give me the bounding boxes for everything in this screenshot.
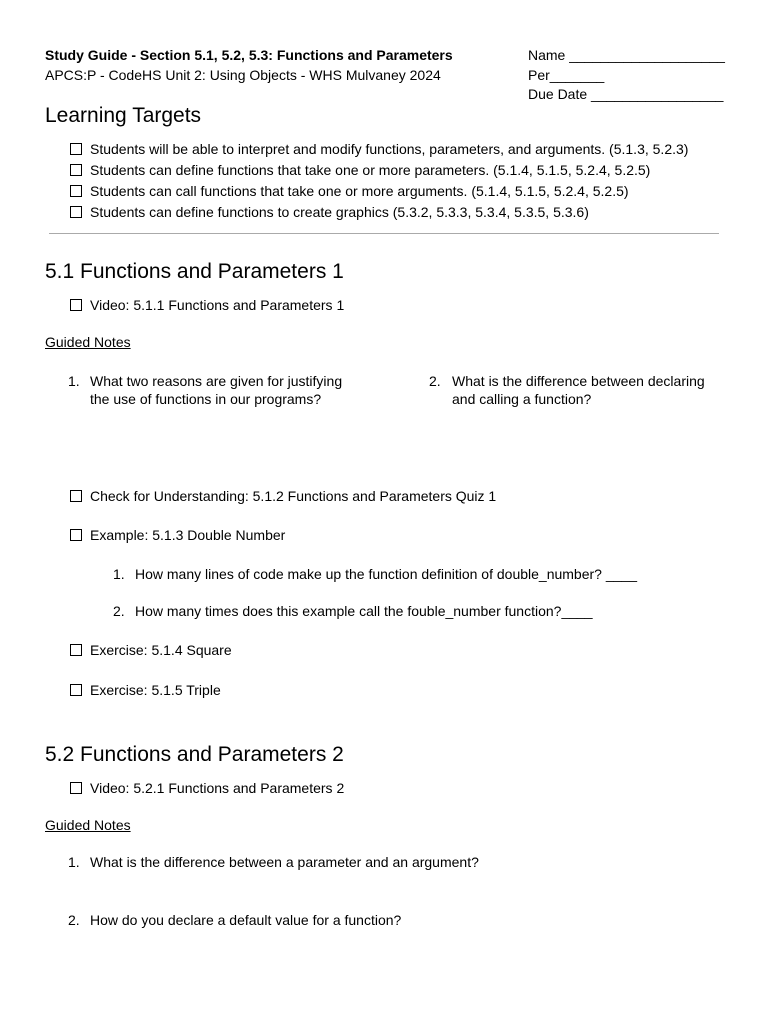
checkbox-icon[interactable] <box>70 644 82 656</box>
learning-target-text: Students can call functions that take one or more arguments. (5.1.4, 5.1.5, 5.2.4, 5.2.5) <box>90 183 629 199</box>
exercise-item-text: Exercise: 5.1.4 Square <box>90 642 232 658</box>
video-item-text: Video: 5.2.1 Functions and Parameters 2 <box>90 780 345 796</box>
section-5-2-heading: 5.2 Functions and Parameters 2 <box>45 743 344 766</box>
question-number: 2. <box>113 603 125 619</box>
question-number: 2. <box>429 373 441 389</box>
guided-notes-label: Guided Notes <box>45 334 131 350</box>
question-text: How many times does this example call the fouble_number function?____ <box>135 603 593 619</box>
learning-target-item <box>70 182 629 200</box>
due-date-field: Due Date _________________ <box>528 86 724 102</box>
question-text: What is the difference between declaring and calling a function? <box>452 373 705 407</box>
learning-target-item <box>70 140 688 158</box>
example-item-text: Example: 5.1.3 Double Number <box>90 527 286 543</box>
check-item-text: Check for Understanding: 5.1.2 Functions and Parameters Quiz 1 <box>90 488 497 504</box>
learning-target-text: Students will be able to interpret and modify functions, parameters, and arguments. (5.1.3, 5.2.3) <box>90 141 689 157</box>
checkbox-icon[interactable] <box>70 185 82 197</box>
question-number: 2. <box>68 912 80 928</box>
checkbox-icon[interactable] <box>70 782 82 794</box>
question-number: 1. <box>68 373 80 389</box>
exercise-item <box>70 641 232 659</box>
question-text: What two reasons are given for justifying the use of functions in our programs? <box>90 373 343 407</box>
divider <box>49 233 719 234</box>
video-item <box>70 779 344 797</box>
checkbox-icon[interactable] <box>70 164 82 176</box>
example-item <box>70 526 285 544</box>
exercise-item-text: Exercise: 5.1.5 Triple <box>90 682 221 698</box>
question-number: 1. <box>68 854 80 870</box>
checkbox-icon[interactable] <box>70 143 82 155</box>
video-item-text: Video: 5.1.1 Functions and Parameters 1 <box>90 297 345 313</box>
learning-target-item <box>70 161 650 179</box>
checkbox-icon[interactable] <box>70 490 82 502</box>
checkbox-icon[interactable] <box>70 299 82 311</box>
name-field: Name ____________________ <box>528 47 725 63</box>
checkbox-icon[interactable] <box>70 529 82 541</box>
question-number: 1. <box>113 566 125 582</box>
question-text: How many lines of code make up the function definition of double_number? ____ <box>135 566 637 582</box>
exercise-item <box>70 681 221 699</box>
learning-target-text: Students can define functions to create graphics (5.3.2, 5.3.3, 5.3.4, 5.3.5, 5.3.6) <box>90 204 589 220</box>
learning-target-item <box>70 203 589 221</box>
video-item <box>70 296 344 314</box>
learning-targets-heading: Learning Targets <box>45 104 202 127</box>
learning-target-text: Students can define functions that take one or more parameters. (5.1.4, 5.1.5, 5.2.4, 5.2.5) <box>90 162 651 178</box>
checkbox-icon[interactable] <box>70 684 82 696</box>
checkbox-icon[interactable] <box>70 206 82 218</box>
period-field: Per_______ <box>528 67 605 83</box>
question-text: What is the difference between a parameter and an argument? <box>90 854 479 870</box>
question-text: How do you declare a default value for a function? <box>90 912 402 928</box>
guided-notes-label: Guided Notes <box>45 817 131 833</box>
document-subtitle: APCS:P - CodeHS Unit 2: Using Objects - WHS Mulvaney 2024 <box>45 67 441 83</box>
check-item <box>70 487 496 505</box>
section-5-1-heading: 5.1 Functions and Parameters 1 <box>45 260 344 283</box>
document-title: Study Guide - Section 5.1, 5.2, 5.3: Functions and Parameters <box>45 47 453 63</box>
